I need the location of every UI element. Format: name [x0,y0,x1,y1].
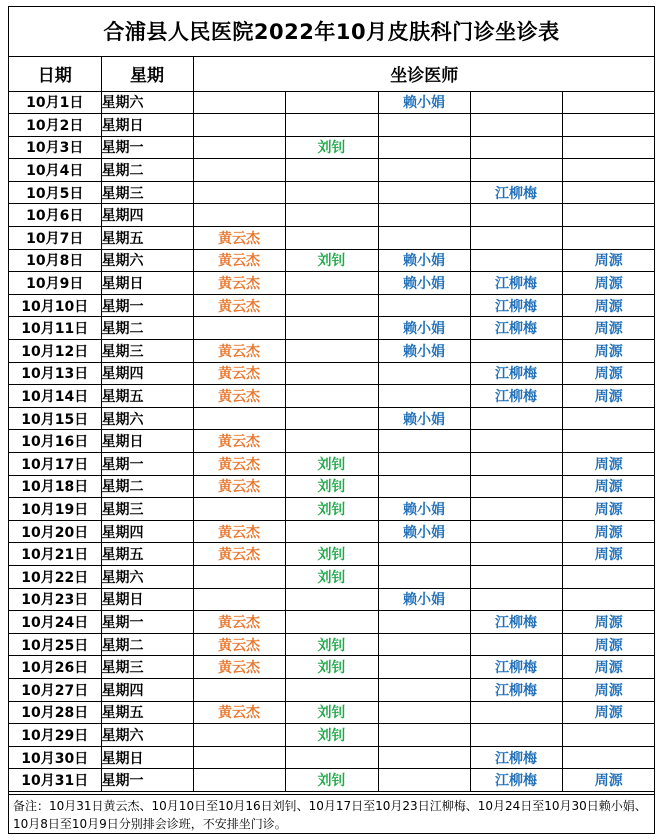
doctor-cell: 刘钊 [285,565,378,588]
doctor-cell [285,114,378,137]
table-row [9,724,655,747]
doctor-cell: 赖小娟 [378,317,470,340]
table-row [9,769,655,792]
doctor-cell: 黄云杰 [193,543,285,566]
doctor-cell [285,430,378,453]
table-row [9,204,655,227]
date-cell: 10月6日 [9,204,101,227]
doctor-cell [378,724,470,747]
date-cell: 10月12日 [9,340,101,363]
date-cell: 10月22日 [9,565,101,588]
doctor-cell [470,407,562,430]
date-cell: 10月16日 [9,430,101,453]
table-row [9,294,655,317]
doctor-cell [470,453,562,476]
table-row [9,91,655,114]
doctor-cell [378,769,470,792]
doctor-cell [470,204,562,227]
doctor-cell [378,656,470,679]
doctor-cell: 江柳梅 [470,181,562,204]
doctor-cell [378,159,470,182]
table-row [9,181,655,204]
doctor-cell: 江柳梅 [470,769,562,792]
header-row [9,57,655,91]
doctor-cell [285,204,378,227]
doctor-cell [193,498,285,521]
table-row [9,340,655,363]
doctor-cell [378,294,470,317]
table-row [9,385,655,408]
doctor-cell [378,701,470,724]
doctor-cell: 周源 [562,656,655,679]
doctor-cell: 周源 [562,453,655,476]
table-row [9,746,655,769]
table-row [9,453,655,476]
doctor-cell [562,724,655,747]
doctor-cell: 黄云杰 [193,611,285,634]
doctor-cell [378,678,470,701]
date-column-header: 日期 [9,57,101,91]
doctor-cell: 周源 [562,498,655,521]
weekday-cell: 星期四 [101,204,193,227]
doctor-cell: 黄云杰 [193,633,285,656]
table-row [9,430,655,453]
weekday-cell: 星期日 [101,114,193,137]
date-cell: 10月24日 [9,611,101,634]
weekday-cell: 星期日 [101,430,193,453]
doctor-cell [562,136,655,159]
doctor-cell [562,407,655,430]
date-cell: 10月31日 [9,769,101,792]
weekday-cell: 星期日 [101,746,193,769]
doctor-cell: 黄云杰 [193,656,285,679]
doctor-cell [470,114,562,137]
schedule-table [9,57,655,792]
doctor-cell: 黄云杰 [193,453,285,476]
doctor-cell [470,475,562,498]
date-cell: 10月5日 [9,181,101,204]
doctor-cell [378,385,470,408]
date-cell: 10月19日 [9,498,101,521]
doctor-cell: 赖小娟 [378,272,470,295]
date-cell: 10月18日 [9,475,101,498]
doctor-cell [285,91,378,114]
footnote: 备注：10月31日黄云杰、10月10日至10月16日刘钊、10月17日至10月23日江柳梅、10月24日至10月30日赖小娟、10月8日至10月9日分别排会诊班，不安排坐门诊。 [9,794,654,833]
doctor-cell [193,746,285,769]
doctor-cell: 黄云杰 [193,227,285,250]
weekday-cell: 星期四 [101,520,193,543]
date-cell: 10月8日 [9,249,101,272]
doctor-cell [378,633,470,656]
doctor-cell: 周源 [562,272,655,295]
doctor-cell: 周源 [562,294,655,317]
doctor-cell [193,181,285,204]
doctor-cell: 刘钊 [285,498,378,521]
doctor-cell [285,227,378,250]
schedule-body [9,91,655,791]
weekday-cell: 星期二 [101,633,193,656]
doctor-cell [285,340,378,363]
doctor-cell: 周源 [562,543,655,566]
table-row [9,362,655,385]
doctor-cell [470,159,562,182]
doctor-cell [285,678,378,701]
doctor-cell: 周源 [562,520,655,543]
doctor-cell: 周源 [562,340,655,363]
table-row [9,633,655,656]
doctor-cell: 周源 [562,317,655,340]
doctor-cell [470,136,562,159]
date-cell: 10月13日 [9,362,101,385]
doctor-cell: 周源 [562,678,655,701]
doctor-cell: 周源 [562,385,655,408]
doctor-cell [562,181,655,204]
weekday-cell: 星期三 [101,656,193,679]
doctor-cell: 赖小娟 [378,340,470,363]
doctor-cell: 黄云杰 [193,520,285,543]
date-cell: 10月27日 [9,678,101,701]
doctor-cell [562,565,655,588]
doctor-cell [378,611,470,634]
doctor-cell [193,565,285,588]
weekday-cell: 星期一 [101,136,193,159]
doctor-cell: 刘钊 [285,633,378,656]
doctor-cell: 刘钊 [285,475,378,498]
date-cell: 10月10日 [9,294,101,317]
doctor-cell: 江柳梅 [470,746,562,769]
weekday-cell: 星期六 [101,565,193,588]
weekday-cell: 星期一 [101,769,193,792]
doctor-cell [562,746,655,769]
doctor-cell [285,181,378,204]
date-cell: 10月2日 [9,114,101,137]
weekday-cell: 星期六 [101,91,193,114]
page-title: 合浦县人民医院2022年10月皮肤科门诊坐诊表 [9,7,654,57]
doctor-cell [285,407,378,430]
date-cell: 10月23日 [9,588,101,611]
table-row [9,249,655,272]
doctor-cell: 刘钊 [285,453,378,476]
weekday-cell: 星期一 [101,294,193,317]
doctor-cell [470,249,562,272]
doctor-cell: 黄云杰 [193,340,285,363]
table-row [9,136,655,159]
doctor-cell: 刘钊 [285,249,378,272]
doctor-cell: 赖小娟 [378,249,470,272]
doctor-cell [193,317,285,340]
doctor-cell: 黄云杰 [193,430,285,453]
date-cell: 10月7日 [9,227,101,250]
date-cell: 10月15日 [9,407,101,430]
table-row [9,475,655,498]
schedule-sheet [8,6,655,834]
date-cell: 10月11日 [9,317,101,340]
doctor-cell: 黄云杰 [193,249,285,272]
table-row [9,565,655,588]
doctor-cell: 周源 [562,362,655,385]
doctor-cell [378,453,470,476]
table-row [9,678,655,701]
doctor-cell: 赖小娟 [378,91,470,114]
doctor-cell [470,340,562,363]
doctor-cell [562,204,655,227]
date-cell: 10月21日 [9,543,101,566]
doctor-cell: 刘钊 [285,656,378,679]
doctor-cell [193,159,285,182]
doctor-cell [378,543,470,566]
weekday-cell: 星期五 [101,701,193,724]
doctor-cell [378,430,470,453]
weekday-cell: 星期四 [101,362,193,385]
doctor-cell [378,565,470,588]
weekday-cell: 星期二 [101,475,193,498]
weekday-column-header: 星期 [101,57,193,91]
doctor-cell [378,136,470,159]
doctor-cell [193,136,285,159]
weekday-cell: 星期三 [101,498,193,521]
doctor-cell: 江柳梅 [470,385,562,408]
doctor-cell [285,294,378,317]
doctor-cell: 江柳梅 [470,294,562,317]
doctor-cell: 周源 [562,633,655,656]
doctor-cell: 黄云杰 [193,362,285,385]
doctor-cell [562,430,655,453]
doctor-cell [470,227,562,250]
doctor-cell: 刘钊 [285,701,378,724]
weekday-cell: 星期一 [101,611,193,634]
table-row [9,407,655,430]
doctor-cell: 江柳梅 [470,317,562,340]
doctor-cell [285,317,378,340]
weekday-cell: 星期五 [101,385,193,408]
doctor-cell [378,227,470,250]
doctor-cell [193,91,285,114]
doctor-cell [470,633,562,656]
date-cell: 10月25日 [9,633,101,656]
doctor-cell [378,181,470,204]
table-row [9,227,655,250]
weekday-cell: 星期日 [101,272,193,295]
doctor-cell: 周源 [562,769,655,792]
weekday-cell: 星期三 [101,181,193,204]
doctor-cell [470,701,562,724]
doctor-cell [193,769,285,792]
table-row [9,611,655,634]
doctor-cell: 黄云杰 [193,475,285,498]
doctor-cell: 刘钊 [285,136,378,159]
date-cell: 10月4日 [9,159,101,182]
weekday-cell: 星期三 [101,340,193,363]
doctor-cell [378,204,470,227]
doctor-cell: 江柳梅 [470,611,562,634]
doctor-cell [285,588,378,611]
doctor-cell: 赖小娟 [378,520,470,543]
doctor-cell: 周源 [562,475,655,498]
doctor-cell [378,114,470,137]
doctor-cell [193,588,285,611]
doctor-cell [285,159,378,182]
table-row [9,520,655,543]
weekday-cell: 星期四 [101,678,193,701]
doctor-cell [285,385,378,408]
date-cell: 10月17日 [9,453,101,476]
doctor-cell: 江柳梅 [470,678,562,701]
date-cell: 10月14日 [9,385,101,408]
doctor-cell: 赖小娟 [378,588,470,611]
date-cell: 10月28日 [9,701,101,724]
doctor-cell [470,498,562,521]
doctor-cell: 刘钊 [285,543,378,566]
table-row [9,656,655,679]
doctor-cell: 刘钊 [285,724,378,747]
doctor-cell [193,678,285,701]
weekday-cell: 星期五 [101,227,193,250]
weekday-cell: 星期二 [101,159,193,182]
doctor-cell [378,362,470,385]
date-cell: 10月9日 [9,272,101,295]
table-row [9,701,655,724]
doctor-cell [562,114,655,137]
doctor-cell [193,204,285,227]
doctor-cell: 赖小娟 [378,407,470,430]
doctor-cell: 周源 [562,611,655,634]
doctor-cell: 黄云杰 [193,701,285,724]
table-row [9,588,655,611]
doctor-cell [285,272,378,295]
weekday-cell: 星期六 [101,724,193,747]
doctor-cell [470,91,562,114]
doctor-cell: 江柳梅 [470,656,562,679]
weekday-cell: 星期二 [101,317,193,340]
doctors-column-header: 坐诊医师 [193,57,655,91]
date-cell: 10月20日 [9,520,101,543]
doctor-cell [193,114,285,137]
doctor-cell: 周源 [562,249,655,272]
doctor-cell [285,611,378,634]
date-cell: 10月29日 [9,724,101,747]
doctor-cell: 黄云杰 [193,385,285,408]
doctor-cell [562,91,655,114]
date-cell: 10月30日 [9,746,101,769]
doctor-cell [470,588,562,611]
date-cell: 10月26日 [9,656,101,679]
weekday-cell: 星期一 [101,453,193,476]
doctor-cell [470,430,562,453]
doctor-cell: 刘钊 [285,769,378,792]
table-row [9,317,655,340]
doctor-cell [470,520,562,543]
doctor-cell [562,588,655,611]
doctor-cell [193,407,285,430]
table-row [9,272,655,295]
doctor-cell: 江柳梅 [470,362,562,385]
doctor-cell [285,520,378,543]
weekday-cell: 星期日 [101,588,193,611]
doctor-cell: 周源 [562,701,655,724]
doctor-cell [470,724,562,747]
doctor-cell [378,475,470,498]
table-row [9,159,655,182]
doctor-cell [193,724,285,747]
doctor-cell [470,543,562,566]
doctor-cell [378,746,470,769]
weekday-cell: 星期六 [101,249,193,272]
doctor-cell [562,159,655,182]
doctor-cell: 黄云杰 [193,272,285,295]
doctor-cell [562,227,655,250]
table-row [9,543,655,566]
doctor-cell: 赖小娟 [378,498,470,521]
doctor-cell [285,746,378,769]
weekday-cell: 星期六 [101,407,193,430]
date-cell: 10月3日 [9,136,101,159]
weekday-cell: 星期五 [101,543,193,566]
doctor-cell [285,362,378,385]
table-row [9,498,655,521]
date-cell: 10月1日 [9,91,101,114]
doctor-cell: 江柳梅 [470,272,562,295]
doctor-cell: 黄云杰 [193,294,285,317]
doctor-cell [470,565,562,588]
table-row [9,114,655,137]
